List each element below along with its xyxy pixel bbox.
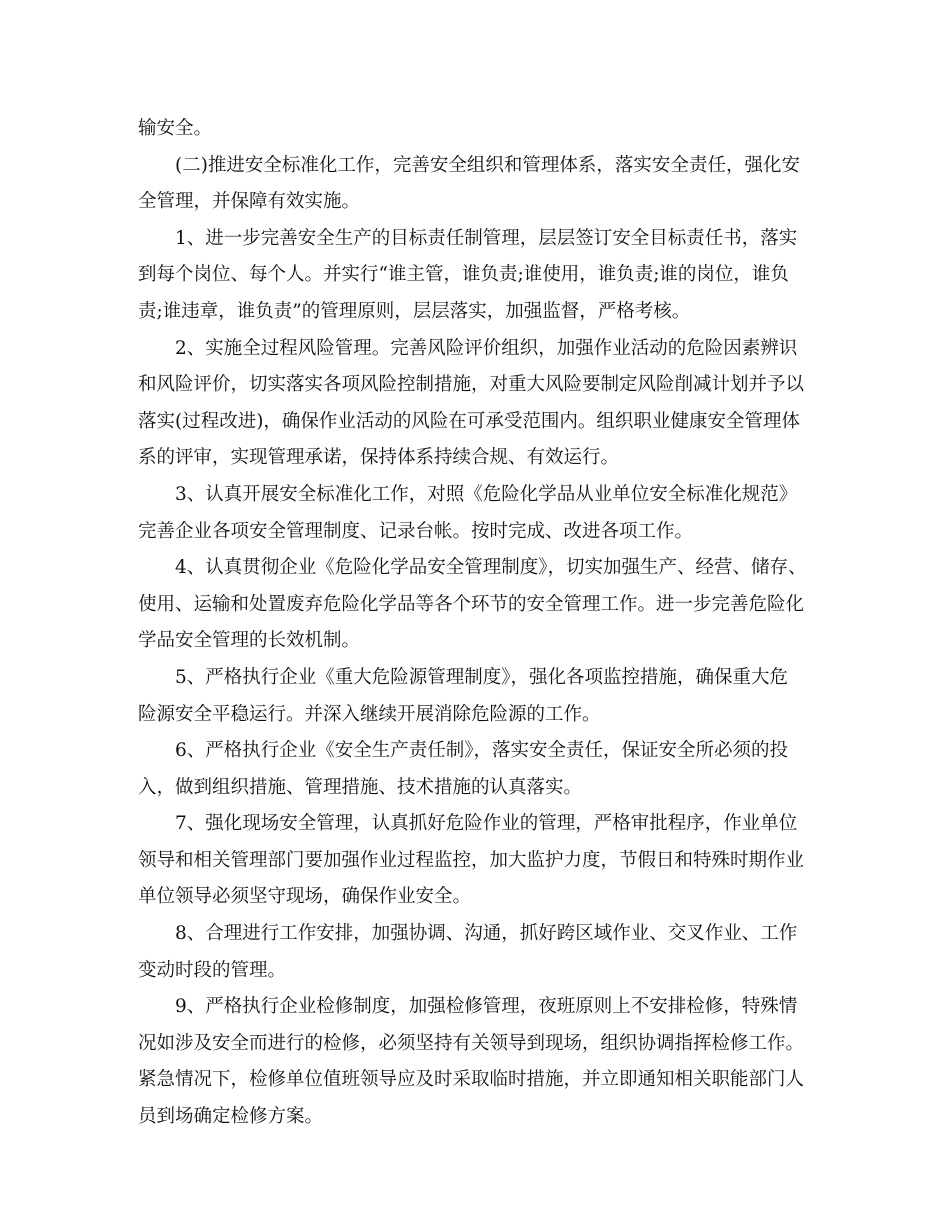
text-line-13: 4、认真贯彻企业《危险化学品安全管理制度》，切实加强生产、经营、储存、 xyxy=(175,557,807,579)
text-line-28: 员到场确定检修方案。 xyxy=(138,1106,324,1128)
text-line-10: 系的评审，实现管理承诺，保持体系持续合规、有效运行。 xyxy=(138,447,620,469)
text-line-15: 学品安全管理的长效机制。 xyxy=(138,630,361,652)
text-line-14: 使用、运输和处置废弃危险化学品等各个环节的安全管理工作。进一步完善危险化 xyxy=(138,593,805,615)
text-line-9: 落实(过程改进)，确保作业活动的风险在可承受范围内。组织职业健康安全管理体 xyxy=(138,410,800,432)
text-line-24: 变动时段的管理。 xyxy=(138,959,287,981)
text-line-6: 责;谁违章，谁负责”的管理原则，层层落实，加强监督，严格考核。 xyxy=(138,300,691,322)
text-line-2: (二)推进安全标准化工作，完善安全组织和管理体系，落实安全责任，强化安 xyxy=(175,154,800,176)
text-line-16: 5、严格执行企业《重大危险源管理制度》，强化各项监控措施，确保重大危 xyxy=(175,666,789,688)
text-line-11: 3、认真开展安全标准化工作，对照《危险化学品从业单位安全标准化规范》 xyxy=(175,483,798,505)
text-line-19: 入，做到组织措施、管理措施、技术措施的认真落实。 xyxy=(138,776,583,798)
text-line-18: 6、严格执行企业《安全生产责任制》，落实安全责任，保证安全所必须的投 xyxy=(175,740,789,762)
text-line-8: 和风险评价，切实落实各项风险控制措施，对重大风险要制定风险削减计划并予以 xyxy=(138,374,805,396)
text-line-27: 紧急情况下，检修单位值班领导应及时采取临时措施，并立即通知相关职能部门人 xyxy=(138,1069,805,1091)
text-line-12: 完善企业各项安全管理制度、记录台帐。按时完成、改进各项工作。 xyxy=(138,520,694,542)
text-line-23: 8、合理进行工作安排，加强协调、沟通，抓好跨区域作业、交叉作业、工作 xyxy=(175,923,798,945)
text-line-17: 险源安全平稳运行。并深入继续开展消除危险源的工作。 xyxy=(138,703,601,725)
text-line-5: 到每个岗位、每个人。并实行“谁主管，谁负责;谁使用，谁负责;谁的岗位，谁负 xyxy=(138,264,789,286)
document-body xyxy=(138,111,814,1136)
text-line-21: 领导和相关管理部门要加强作业过程监控，加大监护力度，节假日和特殊时期作业 xyxy=(138,849,805,871)
text-line-1: 输安全。 xyxy=(138,118,213,139)
text-line-7: 2、实施全过程风险管理。完善风险评价组织，加强作业活动的危险因素辨识 xyxy=(175,337,798,359)
text-line-22: 单位领导必须坚守现场，确保作业安全。 xyxy=(138,886,472,908)
text-line-25: 9、严格执行企业检修制度，加强检修管理，夜班原则上不安排检修，特殊情 xyxy=(175,996,798,1018)
text-line-26: 况如涉及安全而进行的检修，必须坚持有关领导到现场，组织协调指挥检修工作。 xyxy=(138,1032,805,1054)
text-line-20: 7、强化现场安全管理，认真抓好危险作业的管理，严格审批程序，作业单位 xyxy=(175,813,798,835)
text-line-3: 全管理，并保障有效实施。 xyxy=(138,191,361,213)
text-line-4: 1、进一步完善安全生产的目标责任制管理，层层签订安全目标责任书，落实 xyxy=(175,227,798,249)
